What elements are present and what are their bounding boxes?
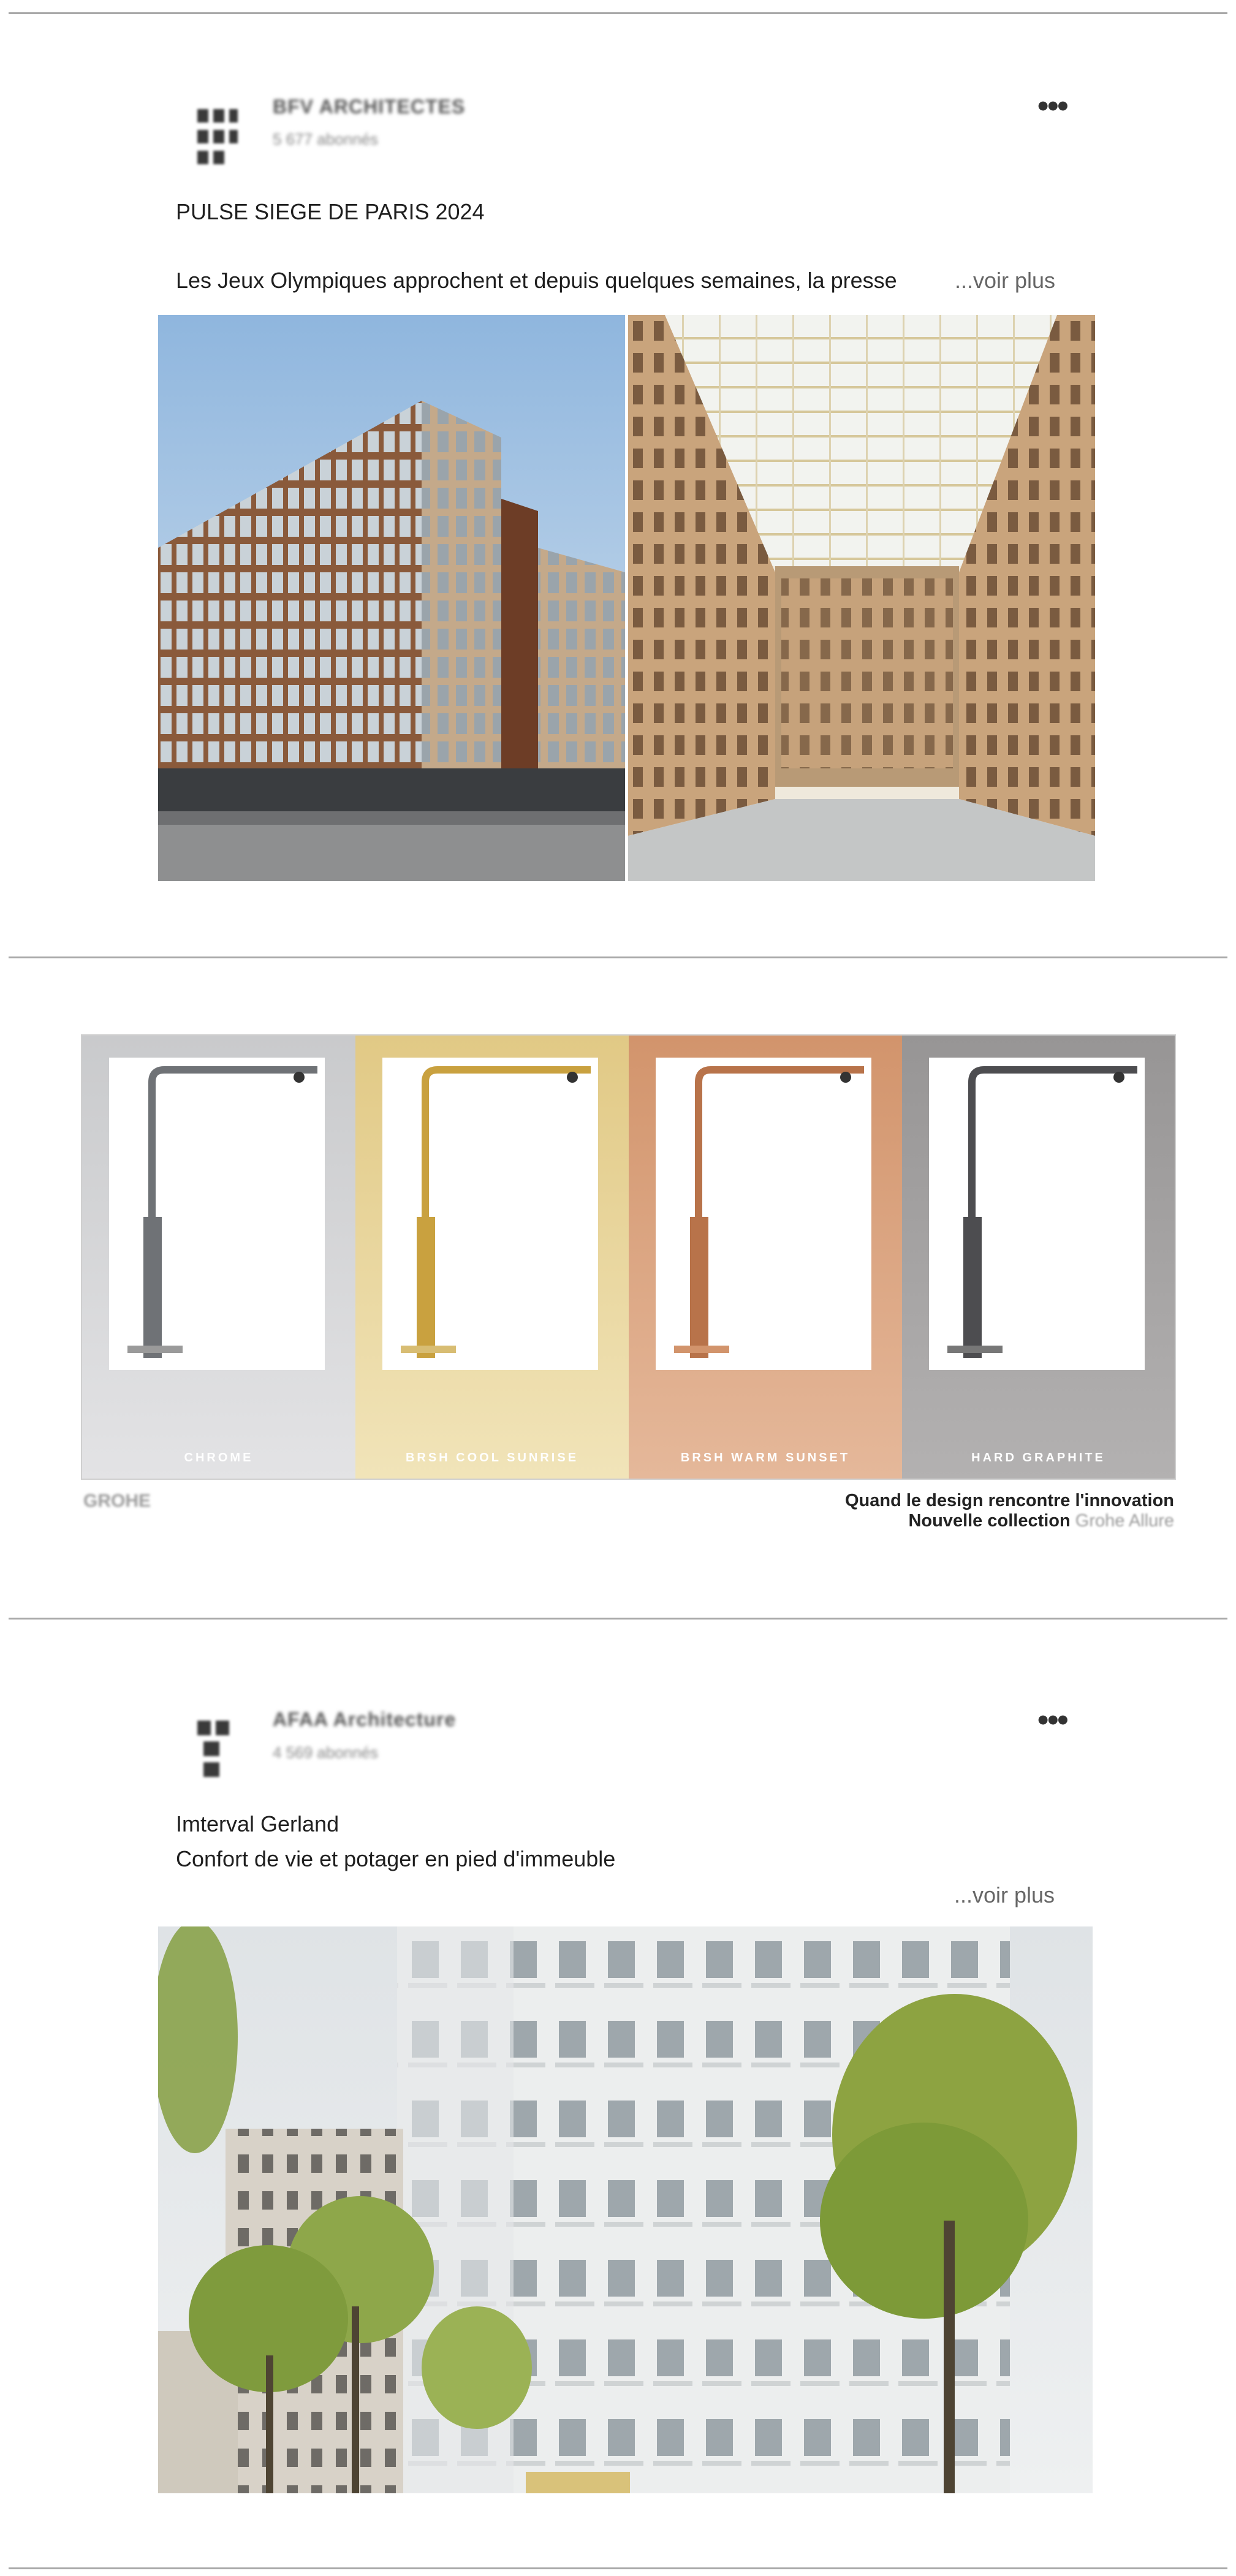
company-logo[interactable] [195,104,244,172]
finish-panel[interactable] [355,1036,629,1479]
more-options-icon[interactable]: ••• [1037,1702,1067,1738]
ad-headline: Quand le design rencontre l'innovation [844,1491,1174,1510]
faucet-image [382,1058,598,1370]
finish-panel[interactable] [902,1036,1175,1479]
finish-label: BRSH WARM SUNSET [680,1451,851,1464]
post-text: Les Jeux Olympiques approchent et depuis quelques semaines, la presse [176,268,897,293]
grohe-ad-banner[interactable] [81,1034,1176,1480]
finish-panel[interactable] [629,1036,902,1479]
see-more-link[interactable]: ...voir plus [955,268,1056,293]
feed-divider [9,957,1227,958]
post-text: Confort de vie et potager en pied d'immeuble [176,1846,616,1871]
follower-count: 4 569 abonnés [273,1743,379,1762]
follower-count: 5 677 abonnés [273,130,379,148]
finish-label: CHROME [184,1451,254,1464]
finish-panel[interactable] [82,1036,355,1479]
ad-subline-prefix: Nouvelle collection [908,1511,1071,1531]
ad-subline [845,1511,1174,1531]
feed-divider-top [9,12,1227,14]
faucet-image [656,1058,871,1370]
faucet-image [929,1058,1145,1370]
post-image-residential-building[interactable] [158,1926,1093,2493]
post-image-atrium-interior[interactable] [628,315,1095,881]
post-author[interactable]: AFAA Architecture [273,1708,457,1730]
post-author[interactable]: BFV ARCHITECTES [273,96,466,118]
more-options-icon[interactable]: ••• [1037,88,1067,124]
post-image-building-exterior[interactable] [158,315,625,881]
company-logo[interactable] [195,1716,244,1783]
post-title: Imterval Gerland [176,1811,339,1836]
ad-collection-link[interactable]: Grohe Allure [1075,1511,1174,1531]
see-more-link[interactable]: ...voir plus [954,1882,1055,1907]
ad-tagline [845,1491,1174,1531]
post-title: PULSE SIEGE DE PARIS 2024 [176,199,485,224]
finish-label: HARD GRAPHITE [971,1451,1105,1464]
grohe-logo[interactable]: GROHE [83,1491,151,1511]
feed-divider-bottom [9,2567,1227,2569]
finish-label: BRSH COOL SUNRISE [405,1451,579,1464]
feed-divider [9,1618,1227,1619]
faucet-image [109,1058,325,1370]
